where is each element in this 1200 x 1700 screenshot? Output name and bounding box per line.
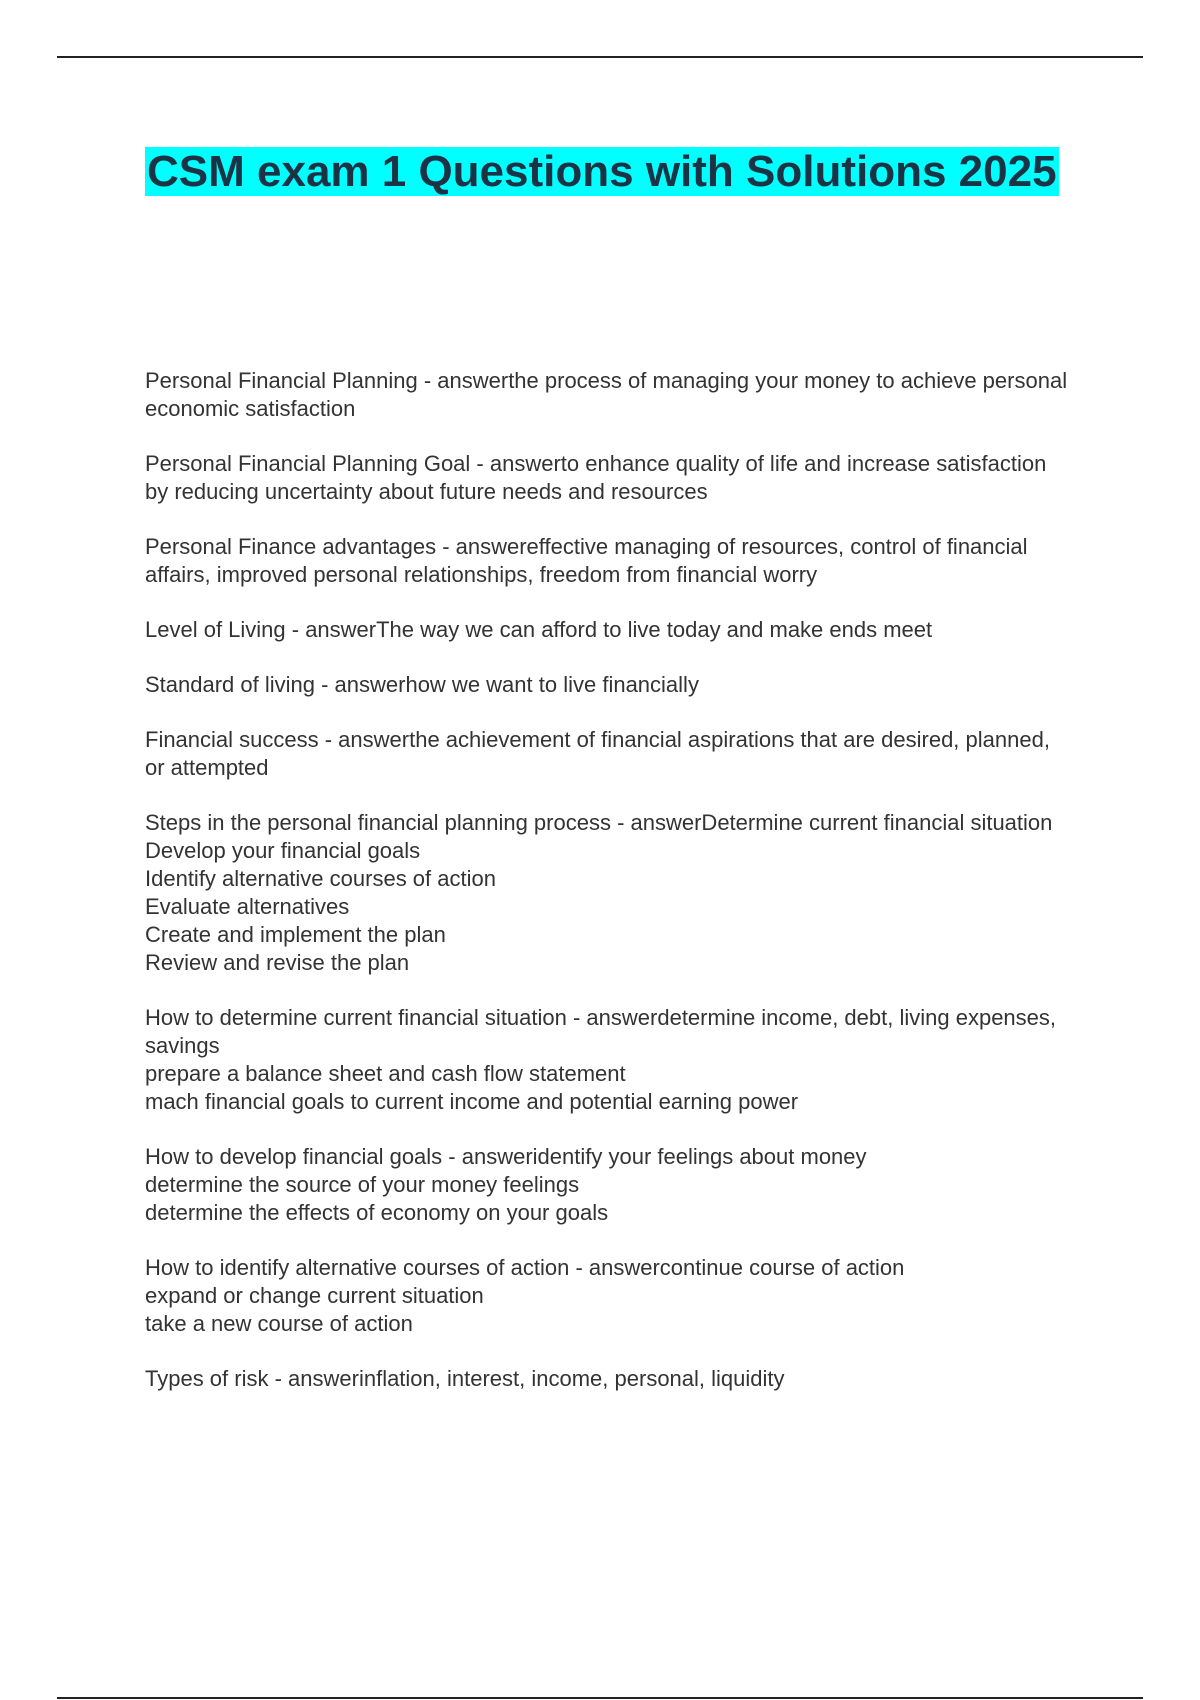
qa-entry: Standard of living - answerhow we want to live financially	[145, 672, 699, 697]
qa-entry: Financial success - answerthe achievement of financial aspirations that are desired, planned, or attempted	[145, 727, 1050, 780]
bottom-divider	[57, 1697, 1143, 1699]
qa-entry: How to develop financial goals - answeridentify your feelings about money determine the source of your money feelings determine the effects of economy on your goals	[145, 1144, 867, 1225]
qa-entry: Personal Finance advantages - answereffective managing of resources, control of financial affairs, improved personal relationships, freedom from financial worry	[145, 534, 1028, 587]
qa-entry: Steps in the personal financial planning process - answerDetermine current financial situation Develop your financial goals Identify alternative courses of action Evaluate alternatives Create and implement the plan Review and revise the plan	[145, 810, 1053, 975]
document-title	[145, 144, 1085, 200]
qa-entry: Types of risk - answerinflation, interest, income, personal, liquidity	[145, 1366, 785, 1391]
qa-entry: Personal Financial Planning - answerthe process of managing your money to achieve personal economic satisfaction	[145, 368, 1068, 421]
qa-list	[145, 367, 1075, 1420]
qa-entry: Level of Living - answerThe way we can afford to live today and make ends meet	[145, 617, 933, 642]
top-divider	[57, 56, 1143, 58]
qa-entry: How to determine current financial situation - answerdetermine income, debt, living expenses, savings prepare a balance sheet and cash flow statement mach financial goals to current income and potential earning power	[145, 1005, 1057, 1114]
qa-entry: Personal Financial Planning Goal - answerto enhance quality of life and increase satisfaction by reducing uncertainty about future needs and resources	[145, 451, 1047, 504]
qa-entry: How to identify alternative courses of action - answercontinue course of action expand or change current situation take a new course of action	[145, 1255, 905, 1336]
title-highlight: CSM exam 1 Questions with Solutions 2025	[147, 147, 1057, 196]
